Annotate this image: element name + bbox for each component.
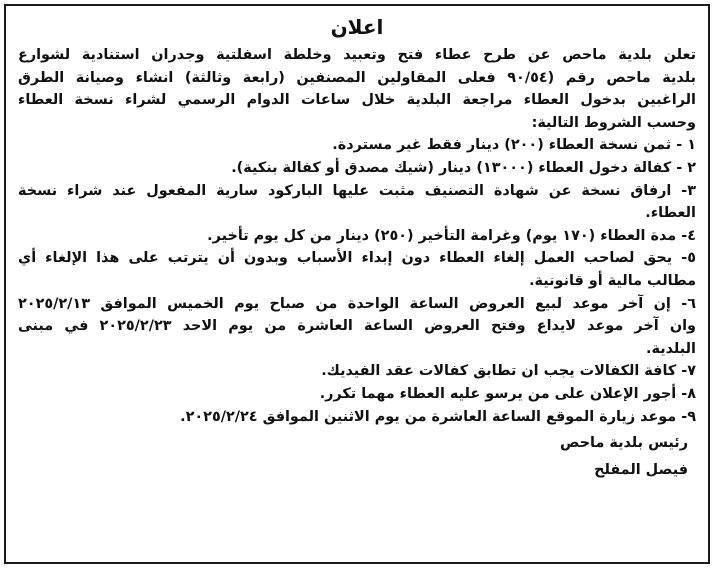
announcement-line: ٦- إن آخر موعد لبيع العروض الساعة الواحدة من صباح يوم الخميس الموافق ٢٠٢٥/٢/١٣: [18, 295, 696, 312]
announcement-line: وحسب الشروط التالية:: [531, 114, 696, 131]
announcement-line: ١ - ثمن نسخة العطاء (٢٠٠) دينار فقط غير مستردة.: [332, 137, 696, 154]
announcement-line: ٤- مدة العطاء (١٧٠ يوم) وغرامة التأخير (٢٥٠) دينار من كل يوم تأخير.: [207, 227, 696, 244]
announcement-line: ٩- موعد زيارة الموقع الساعة العاشرة من يوم الاثنين الموافق ٢٠٢٥/٢/٢٤.: [180, 408, 696, 425]
announcement-line: ٣- ارفاق نسخة عن شهادة التصنيف مثبت عليها الباركود سارية المفعول عند شراء نسخة: [18, 182, 696, 199]
announcement-line: البلدية.: [646, 340, 696, 357]
announcement-line: مطالب مالية أو قانونية.: [529, 272, 696, 289]
announcement-line: الراغبين بدخول العطاء مراجعة البلدية خلال ساعات الدوام الرسمي لشراء نسخة العطاء: [18, 92, 696, 109]
announcement-line: ٧- كافة الكفالات يجب ان تطابق كفالات عقد الفيديك.: [321, 363, 696, 380]
announcement-title: اعلان: [330, 15, 384, 39]
announcement-body: [18, 44, 696, 428]
announcement-frame: [4, 4, 710, 564]
announcement-line: وان آخر موعد لايداع وفتح العروض الساعة العاشرة من يوم الاحد ٢٠٢٥/٢/٢٣ في مبنى: [18, 318, 696, 335]
announcement-line: تعلن بلدية ماحص عن طرح عطاء فتح وتعبيد وخلطة اسفلتية وجدران استنادية لشوارع: [18, 47, 696, 63]
announcement-line: ٨- أجور الإعلان على من يرسو عليه العطاء مهما تكرر.: [319, 385, 696, 402]
announcement-line: بلدية ماحص رقم (٩٠/٥٤ فعلى المقاولين المصنفين (رابعة وثالثة) انشاء وصيانة الطرق: [18, 69, 696, 86]
signature-name: فيصل المفلح: [594, 462, 688, 479]
announcement-line: ٢ - كفالة دخول العطاء (١٣٠٠٠) دينار (شيك مصدق أو كفالة بنكية).: [231, 159, 696, 176]
signature-role: رئيس بلدية ماحص: [560, 435, 688, 452]
announcement-line: العطاء.: [645, 205, 696, 222]
announcement-line: ٥- يحق لصاحب العمل إلغاء العطاء دون إبداء الأسباب وبدون أن يترتب على هذا الإلغاء أي: [18, 250, 696, 267]
